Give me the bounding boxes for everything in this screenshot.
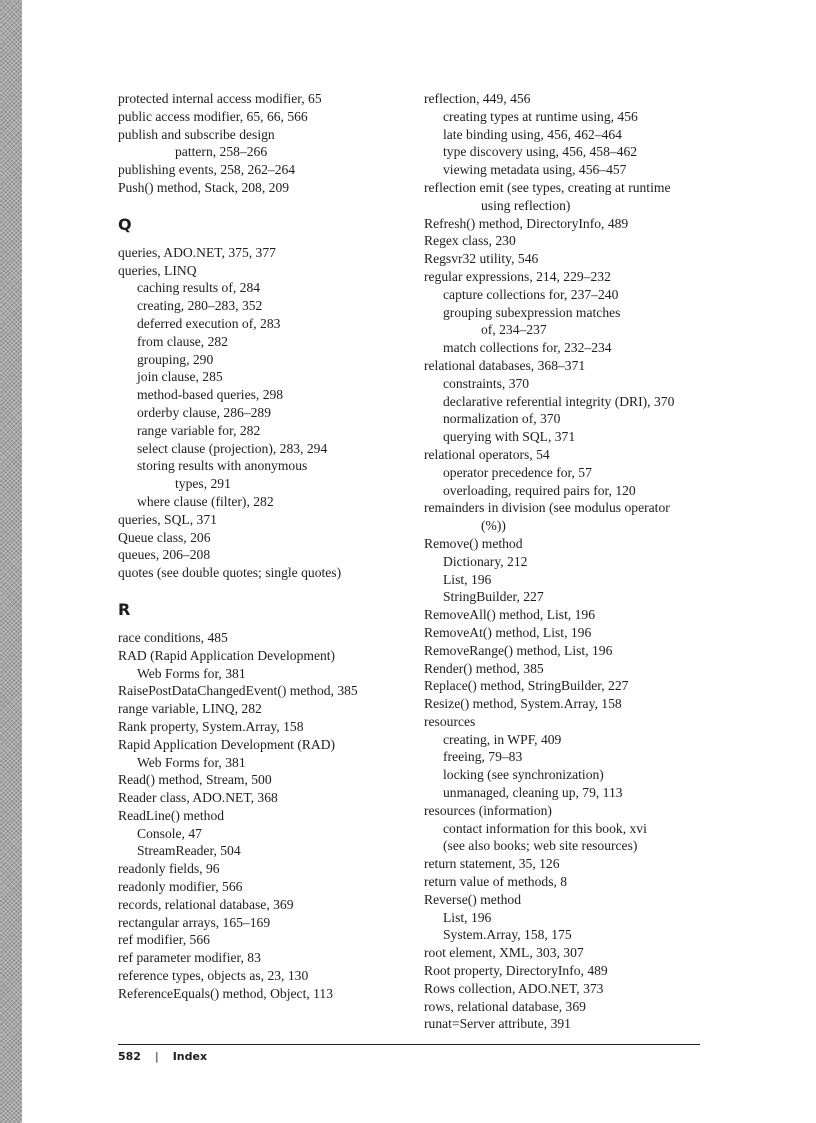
index-subentry: locking (see synchronization) [443, 767, 604, 783]
index-subentry: List, 196 [443, 571, 492, 587]
index-entry: rows, relational database, 369 [424, 998, 586, 1014]
index-column-right [424, 90, 714, 1033]
index-subentry: overloading, required pairs for, 120 [443, 482, 636, 498]
index-subentry: late binding using, 456, 462–464 [443, 126, 622, 142]
index-entry: RemoveRange() method, List, 196 [424, 642, 613, 658]
index-entry: remainders in division (see modulus operator [424, 500, 670, 516]
index-entry: types, 291 [175, 476, 231, 492]
index-entry: Root property, DirectoryInfo, 489 [424, 963, 608, 979]
index-entry: RAD (Rapid Application Development) [118, 647, 336, 663]
index-subentry: orderby clause, 286–289 [137, 404, 272, 420]
index-entry: relational databases, 368–371 [424, 357, 586, 373]
index-subentry: join clause, 285 [137, 369, 223, 385]
index-subentry: creating, in WPF, 409 [443, 731, 562, 747]
index-entry: return statement, 35, 126 [424, 856, 560, 872]
index-subentry: where clause (filter), 282 [137, 493, 274, 509]
index-subentry: Web Forms for, 381 [137, 754, 246, 770]
index-entry: ReferenceEquals() method, Object, 113 [118, 985, 334, 1001]
index-subentry: grouping, 290 [137, 351, 214, 367]
index-entry: Regex class, 230 [424, 233, 516, 249]
index-entry: reflection, 449, 456 [424, 91, 531, 106]
index-subentry: querying with SQL, 371 [443, 429, 576, 445]
index-entry: return value of methods, 8 [424, 874, 568, 890]
index-subentry: List, 196 [443, 909, 492, 925]
index-subentry: (see also books; web site resources) [443, 838, 638, 854]
index-entry: range variable, LINQ, 282 [118, 701, 262, 717]
index-entry: Refresh() method, DirectoryInfo, 489 [424, 215, 629, 231]
index-entry: pattern, 258–266 [175, 144, 268, 160]
page-number: 582 [118, 1050, 141, 1063]
index-subentry: select clause (projection), 283, 294 [137, 440, 328, 456]
index-entry: of, 234–237 [481, 322, 547, 338]
index-entry: resources [424, 713, 476, 729]
index-subentry: caching results of, 284 [137, 280, 261, 296]
index-entry: root element, XML, 303, 307 [424, 945, 584, 961]
index-entry: runat=Server attribute, 391 [424, 1016, 571, 1032]
index-entry: records, relational database, 369 [118, 896, 294, 912]
index-column-left [118, 90, 418, 1003]
index-entry: readonly modifier, 566 [118, 879, 243, 895]
index-subentry: method-based queries, 298 [137, 387, 284, 403]
index-subentry: grouping subexpression matches [443, 304, 621, 320]
index-subentry: creating, 280–283, 352 [137, 298, 263, 314]
scanned-page-edge [0, 0, 22, 1123]
index-subentry: System.Array, 158, 175 [443, 927, 572, 943]
page-footer [118, 1050, 207, 1063]
index-entry: reflection emit (see types, creating at runtime [424, 179, 671, 195]
footer-section-title: Index [172, 1050, 208, 1063]
index-entry: queries, ADO.NET, 375, 377 [118, 244, 276, 260]
index-entry: reference types, objects as, 23, 130 [118, 968, 309, 984]
index-entry: queries, SQL, 371 [118, 511, 217, 527]
index-subentry: deferred execution of, 283 [137, 315, 281, 331]
index-entry: resources (information) [424, 802, 552, 818]
index-entry: ref modifier, 566 [118, 932, 210, 948]
index-entry: Rows collection, ADO.NET, 373 [424, 980, 604, 996]
index-entry: queries, LINQ [118, 262, 197, 278]
index-entry: rectangular arrays, 165–169 [118, 914, 271, 930]
index-subentry: StringBuilder, 227 [443, 589, 544, 605]
index-entry: regular expressions, 214, 229–232 [424, 268, 611, 284]
footer-separator: | [154, 1050, 159, 1063]
index-entry: ReadLine() method [118, 807, 225, 823]
index-letter-heading: R [118, 599, 131, 619]
index-subentry: Dictionary, 212 [443, 553, 528, 569]
index-entry: Rank property, System.Array, 158 [118, 718, 304, 734]
index-entry: RaisePostDataChangedEvent() method, 385 [118, 683, 358, 699]
index-entry: queues, 206–208 [118, 547, 211, 563]
index-entry: Reader class, ADO.NET, 368 [118, 790, 278, 806]
index-subentry: contact information for this book, xvi [443, 820, 647, 836]
index-entry: readonly fields, 96 [118, 861, 220, 877]
index-entry: using reflection) [481, 197, 571, 213]
index-subentry: unmanaged, cleaning up, 79, 113 [443, 785, 623, 801]
index-entry: ref parameter modifier, 83 [118, 950, 261, 966]
index-subentry: creating types at runtime using, 456 [443, 108, 638, 124]
index-subentry: capture collections for, 237–240 [443, 286, 619, 302]
index-entry: Reverse() method [424, 891, 522, 907]
index-entry: Read() method, Stream, 500 [118, 772, 272, 788]
index-letter-heading: Q [118, 214, 132, 234]
index-subentry: type discovery using, 456, 458–462 [443, 144, 638, 160]
index-subentry: Console, 47 [137, 825, 202, 841]
index-entry: Queue class, 206 [118, 529, 211, 545]
index-entry: quotes (see double quotes; single quotes) [118, 565, 342, 581]
index-subentry: normalization of, 370 [443, 411, 561, 427]
index-subentry: range variable for, 282 [137, 422, 261, 438]
index-subentry: freeing, 79–83 [443, 749, 523, 765]
index-subentry: storing results with anonymous [137, 458, 308, 474]
index-entry: Push() method, Stack, 208, 209 [118, 179, 290, 195]
index-subentry: viewing metadata using, 456–457 [443, 162, 627, 178]
index-entry: Render() method, 385 [424, 660, 544, 676]
index-entry: publishing events, 258, 262–264 [118, 162, 296, 178]
index-entry: Replace() method, StringBuilder, 227 [424, 678, 629, 694]
index-entry: RemoveAt() method, List, 196 [424, 624, 592, 640]
index-subentry: StreamReader, 504 [137, 843, 241, 859]
index-entry: Regsvr32 utility, 546 [424, 251, 539, 267]
index-entry: public access modifier, 65, 66, 566 [118, 108, 308, 124]
index-entry: relational operators, 54 [424, 446, 550, 462]
index-entry: (%)) [481, 518, 506, 534]
footer-rule [118, 1044, 700, 1045]
index-entry: Remove() method [424, 535, 523, 551]
index-entry: publish and subscribe design [118, 126, 275, 142]
index-subentry: operator precedence for, 57 [443, 464, 592, 480]
index-entry: Rapid Application Development (RAD) [118, 736, 336, 752]
index-entry: protected internal access modifier, 65 [118, 91, 322, 106]
index-entry: RemoveAll() method, List, 196 [424, 607, 596, 623]
index-subentry: match collections for, 232–234 [443, 340, 612, 356]
index-subentry: Web Forms for, 381 [137, 665, 246, 681]
index-subentry: declarative referential integrity (DRI), 370 [443, 393, 675, 409]
index-subentry: from clause, 282 [137, 333, 228, 349]
index-subentry: constraints, 370 [443, 375, 530, 391]
index-entry: race conditions, 485 [118, 629, 228, 645]
index-entry: Resize() method, System.Array, 158 [424, 696, 622, 712]
